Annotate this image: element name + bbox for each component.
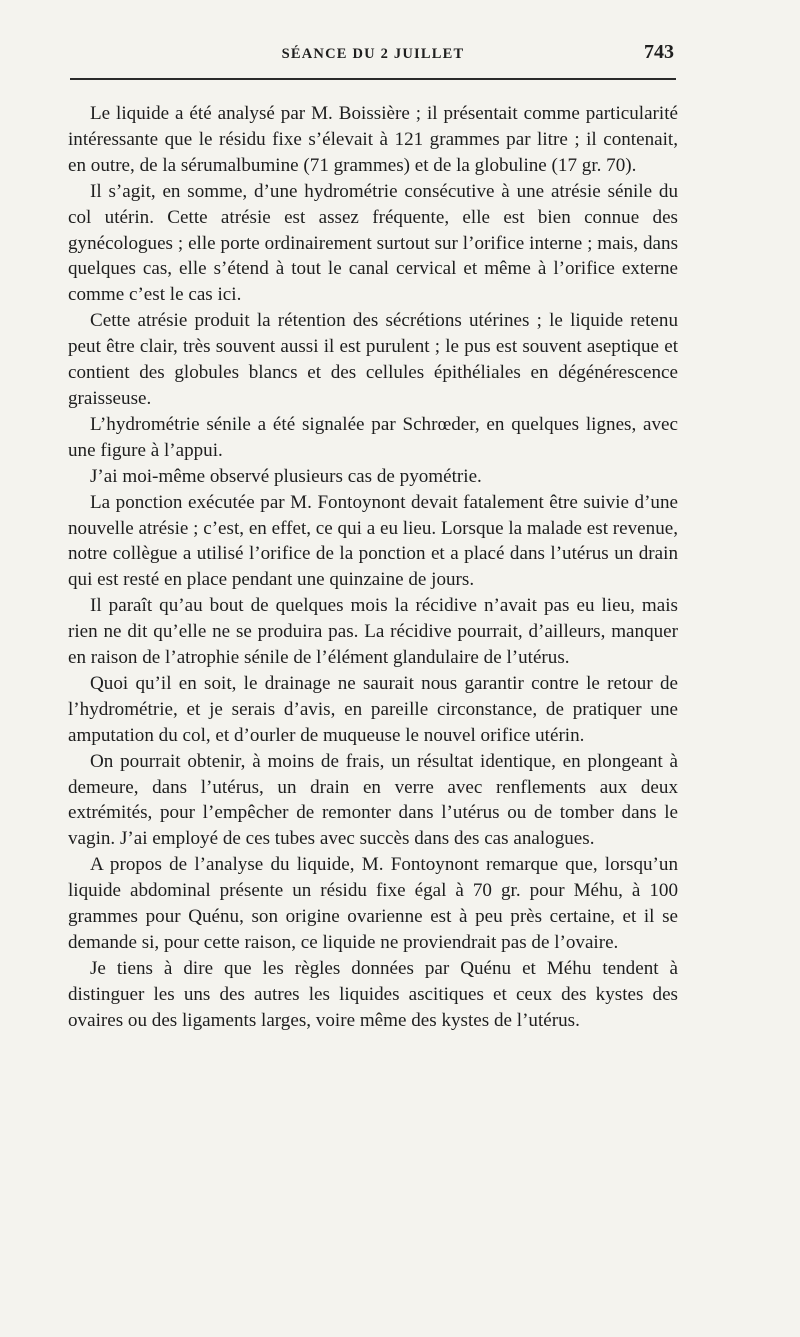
- body-text: [68, 101, 678, 1034]
- paragraph: Quoi qu’il en soit, le drainage ne saurait nous garantir contre le retour de l’hydrométrie, et je serais d’avis, en pareille circonstance, de pratiquer une amputation du col, et d’ourler de muqueuse le nouvel orifice utérin.: [68, 672, 678, 746]
- paragraph: Le liquide a été analysé par M. Boissière ; il présentait comme particularité intéressante que le résidu fixe s’élevait à 121 grammes par litre ; il contenait, en outre, de la sérumalbumine (71 grammes) et de la globuline (17 gr. 70).: [68, 103, 678, 176]
- paragraph: On pourrait obtenir, à moins de frais, un résultat identique, en plongeant à demeure, dans l’utérus, un drain en verre avec renflements aux deux extrémités, pour l’empêcher de remonter dans l’utérus ou de tomber dans le vagin. J’ai employé de ces tubes avec succès dans des cas analogues.: [68, 750, 678, 850]
- paragraph: Il s’agit, en somme, d’une hydrométrie consécutive à une atrésie sénile du col utérin. Cette atrésie est assez fréquente, elle est bien connue des gynécologues ; elle porte ordinairement surtout sur l’orifice interne ; mais, dans quelques cas, elle s’étend à tout le canal cervical et même à l’orifice externe comme c’est le cas ici.: [68, 180, 678, 306]
- paragraph: Je tiens à dire que les règles données par Quénu et Méhu tendent à distinguer les uns des autres les liquides ascitiques et ceux des kystes des ovaires ou des ligaments larges, voire même des kystes de l’utérus.: [68, 957, 678, 1031]
- page-number: 743: [644, 41, 674, 63]
- paragraph: Cette atrésie produit la rétention des sécrétions utérines ; le liquide retenu peut être clair, très souvent aussi il est purulent ; le pus est souvent aseptique et contient des globules blancs et des cellules épithéliales en dégénérescence graisseuse.: [68, 310, 678, 409]
- page-header: [68, 38, 678, 68]
- running-head: SÉANCE DU 2 JUILLET: [281, 46, 465, 62]
- paragraph: L’hydrométrie sénile a été signalée par Schrœder, en quelques lignes, avec une figure à l’appui.: [68, 413, 678, 461]
- paragraph: J’ai moi-même observé plusieurs cas de pyométrie.: [90, 465, 482, 487]
- header-rule: [70, 78, 676, 80]
- paragraph: A propos de l’analyse du liquide, M. Fontoynont remarque que, lorsqu’un liquide abdominal présente un résidu fixe égal à 70 gr. pour Méhu, à 100 grammes pour Quénu, son origine ovarienne est à peu près certaine, et il se demande si, pour cette raison, ce liquide ne proviendrait pas de l’ovaire.: [68, 854, 678, 953]
- paragraph: Il paraît qu’au bout de quelques mois la récidive n’avait pas eu lieu, mais rien ne dit qu’elle ne se produira pas. La récidive pourrait, d’ailleurs, manquer en raison de l’atrophie sénile de l’élément glandulaire de l’utérus.: [68, 595, 678, 669]
- paragraph: La ponction exécutée par M. Fontoynont devait fatalement être suivie d’une nouvelle atrésie ; c’est, en effet, ce qui a eu lieu. Lorsque la malade est revenue, notre collègue a utilisé l’orifice de la ponction et a placé dans l’utérus un drain qui est resté en place pendant une quinzaine de jours.: [68, 491, 678, 591]
